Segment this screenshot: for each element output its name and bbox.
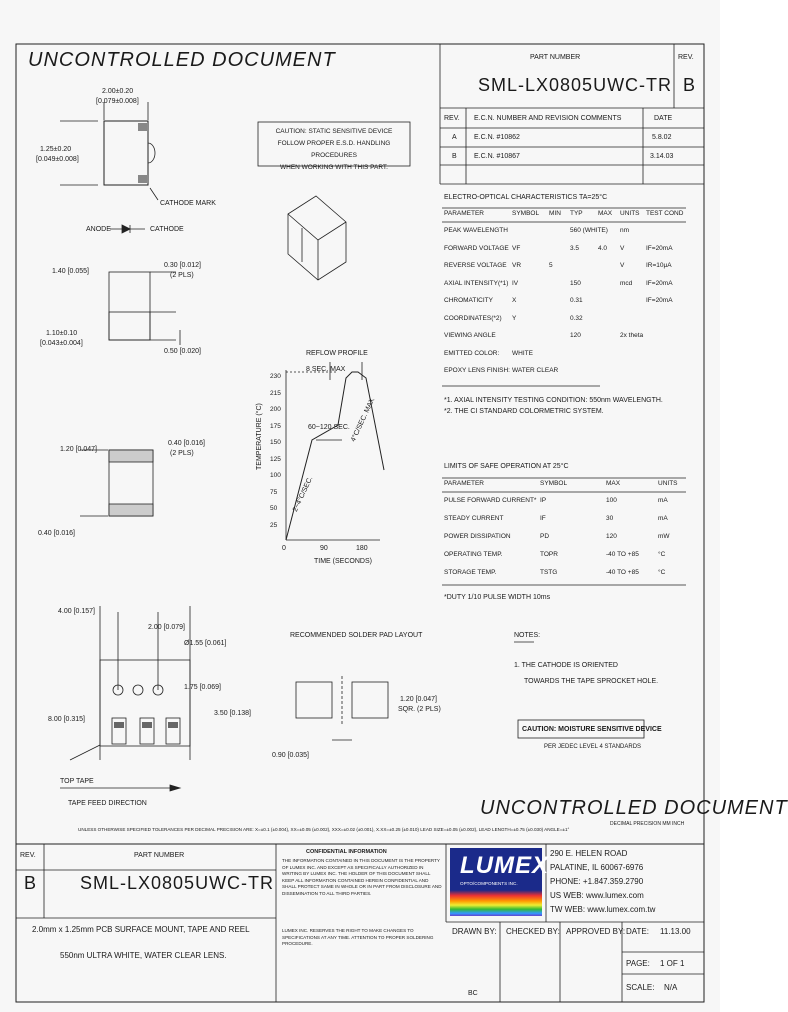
tb-scale-label: SCALE: [626,983,655,992]
limits-cell: OPERATING TEMP. [444,551,503,558]
eo-cell: 120 [570,332,581,339]
tb-scale: N/A [664,983,678,992]
eo-cell: WATER CLEAR [512,367,559,374]
eo-cell: IF=20mA [646,279,673,287]
limits-header: MAX [606,480,621,487]
tb-us-web: US WEB: www.lumex.com [550,891,644,900]
tb-rev-label: REV. [20,852,36,859]
reflow-ytick: 50 [270,505,278,512]
eo-cell: 0.31 [570,297,583,304]
reflow-ytick: 230 [270,373,281,380]
eo-cell: 560 (WHITE) [570,227,608,234]
part-number: SML-LX0805UWC-TR [478,75,673,95]
dim-0-40b: 0.40 [0.016] [38,530,75,537]
limits-cell: PULSE FORWARD CURRENT* [444,497,537,504]
tb-checked-by-label: CHECKED BY: [506,927,560,936]
eo-cell: AXIAL INTENSITY(*1) [444,279,509,287]
tb-drawn-by-label: DRAWN BY: [452,927,497,936]
limits-cell: mW [658,533,670,540]
eo-cell: EMITTED COLOR: [444,349,500,357]
eo-cell: VR [512,262,522,269]
tb-approved-by-label: APPROVED BY: [566,927,626,936]
rev-row-b-ecn: E.C.N. #10867 [474,153,520,160]
eo-cell: VF [512,244,521,252]
tb-date-label: DATE: [626,927,649,936]
reflow-ytick: 215 [270,389,281,397]
limits-header: SYMBOL [540,480,568,487]
reflow-xtick-0: 0 [282,545,286,552]
reflow-ann-ramp: 2~4°C/SEC. [292,475,315,513]
lumex-logo [450,848,549,916]
rev-row-a-rev: A [452,134,457,141]
reflow-ytick: 75 [270,488,278,496]
dim-width: 1.25±0.20 [40,146,72,153]
tb-date: 11.13.00 [660,927,691,936]
eo-note2: *2. THE CI STANDARD COLORMETRIC SYSTEM. [444,408,604,415]
eo-cell: WHITE [512,349,533,357]
eo-cell: CHROMATICITY [444,297,493,304]
rev-label: REV. [678,54,694,61]
dim-1-40: 1.40 [0.055] [52,268,89,275]
pad-d120: 1.20 [0.047] [400,696,437,703]
pad-d120b: SQR. (2 PLS) [398,706,441,713]
eo-header: TYP [570,210,583,217]
eo-cell: Y [512,314,517,322]
watermark-bottom: UNCONTROLLED DOCUMENT [480,797,788,819]
eo-cell: V [620,244,625,252]
limits-cell: IP [540,497,547,504]
dim-0-50: 0.50 [0.020] [164,348,201,355]
dim-1-10: 1.10±0.10 [46,330,78,337]
eo-header: PARAMETER [444,210,484,217]
eo-cell: V [620,262,625,269]
dim-0-40a-pls: (2 PLS) [170,450,194,457]
rev-col-rev: REV. [444,115,460,122]
caution-static: CAUTION: STATIC SENSITIVE DEVICE FOLLOW PROPER E.S.D. HANDLING PROCEDURES WHEN WORKING WITH THIS PART. [275,128,393,171]
limits-cell: -40 TO +85 [606,551,639,558]
eo-cell: nm [620,227,630,234]
eo-header: TEST COND [646,210,684,217]
tape-d400: 4.00 [0.157] [58,608,95,615]
reflow-ytick: 125 [270,455,281,463]
tb-desc2: 550nm ULTRA WHITE, WATER CLEAR LENS. [60,951,227,960]
limits-title: LIMITS OF SAFE OPERATION AT 25°C [444,463,569,470]
eo-cell: FORWARD VOLTAGE [444,244,509,252]
eo-cell: IV [512,279,519,287]
eo-cell: 4.0 [598,244,608,252]
anode-label: ANODE [86,226,111,233]
tb-drawn-by: BC [468,990,478,997]
reflow-ytick: 200 [270,406,281,413]
eo-cell: 3.5 [570,244,580,252]
eo-header: MIN [549,210,561,217]
lumex-logo-tagline: OPTO/COMPONENTS INC. [460,881,518,886]
tolerance-line: UNLESS OTHERWISE SPECIFIED TOLERANCES PER DECIMAL PRECISION ARE: X=±0.1 (±0.004), XX=±0.05 (±0.002), XXX=±0.02 (±0.001), X.XX=±0.25 (±0.010) LEAD SIZE=±0.05 (±0.002), LEAD LENGTH=±0.75 (±0.030) ANGLE=±1° [78,827,570,832]
tb-design-note: LUMEX INC. RESERVES THE RIGHT TO MAKE CHANGES TO SPECIFICATIONS AT ANY TIME. ATTENTION TO PROPER SOLDERING PROCEDURE. [282,928,434,946]
tape-feed: TAPE FEED DIRECTION [68,800,147,807]
dim-length: 2.00±0.20 [102,88,134,95]
tape-top-tape: TOP TAPE [60,778,94,785]
limits-cell: PD [540,533,550,540]
pad-title: RECOMMENDED SOLDER PAD LAYOUT [290,632,423,639]
notes-title: NOTES: [514,632,541,639]
tb-phone: PHONE: +1.847.359.2790 [550,877,644,886]
eo-title: ELECTRO-OPTICAL CHARACTERISTICS TA=25°C [444,194,608,201]
limits-cell: POWER DISSIPATION [444,533,511,540]
reflow-ytick: 150 [270,439,281,446]
limits-header: PARAMETER [444,480,484,487]
limits-cell: STORAGE TEMP. [444,569,497,576]
eo-cell: VIEWING ANGLE [444,332,496,339]
limits-cell: mA [658,515,668,522]
limits-cell: TOPR [540,551,558,558]
tb-address2: PALATINE, IL 60067-6976 [550,863,644,872]
dim-length-in: [0.079±0.008] [96,98,139,105]
reflow-ytick: 100 [270,472,281,479]
tb-confidential-title: CONFIDENTIAL INFORMATION [306,849,387,855]
rev-row-a-date: 5.8.02 [652,134,672,141]
tape-d350: 3.50 [0.138] [214,710,251,717]
reflow-ylabel: TEMPERATURE (°C) [256,403,263,470]
eo-cell: IF=20mA [646,244,673,252]
eo-cell: PEAK WAVELENGTH [444,227,508,234]
reflow-xtick-180: 180 [356,545,368,552]
cathode-label: CATHODE [150,226,184,233]
tape-d200: 2.00 [0.079] [148,624,185,631]
reflow-ytick: 25 [270,521,278,529]
tb-confidential-body: THE INFORMATION CONTAINED IN THIS DOCUMENT IS THE PROPERTY OF LUMEX INC. AND EXCEPT AS SPECIFICALLY AUTHORIZED IN WRITING BY LUMEX INC. THE HOLDER OF THIS DOCUMENT SHALL KEEP ALL INFORMATION CONTAINED HEREIN CONFIDENTIAL AND SHALL PROTECT SAME IN WHOLE OR IN PART FROM DISCLOSURE AND DISSEMINATION TO ALL THIRD PARTIES. [282,858,442,896]
reflow-xtick-90: 90 [320,545,328,552]
eo-header: SYMBOL [512,210,540,217]
dim-width-in: [0.049±0.008] [36,156,79,163]
limits-cell: 120 [606,533,617,540]
dim-1-20: 1.20 [0.047] [60,446,97,453]
limits-cell: 100 [606,497,617,504]
dim-0-30-pls: (2 PLS) [170,272,194,279]
eo-cell: REVERSE VOLTAGE [444,262,507,269]
reflow-ann-max: 8 SEC. MAX [306,366,346,373]
eo-cell: IR=10μA [646,262,672,269]
rev-value: B [683,75,697,95]
eo-cell: IF=20mA [646,297,673,304]
tb-rev: B [24,873,38,893]
limits-header: UNITS [658,480,678,487]
limits-cell: °C [658,551,666,558]
tb-part-label: PART NUMBER [134,852,185,859]
note-1: 1. THE CATHODE IS ORIENTED [514,662,618,669]
eo-note1: *1. AXIAL INTENSITY TESTING CONDITION: 550nm WAVELENGTH. [444,397,663,404]
tape-d155: Ø1.55 [0.061] [184,640,227,647]
reflow-ytick: 175 [270,422,281,430]
eo-cell: X [512,297,517,304]
watermark-top: UNCONTROLLED DOCUMENT [28,49,336,71]
limits-cell: -40 TO +85 [606,569,639,576]
dim-0-30: 0.30 [0.012] [164,262,201,269]
part-number-label: PART NUMBER [530,54,581,61]
eo-cell: 2x theta [620,332,644,339]
rev-row-b-date: 3.14.03 [650,153,674,160]
note-1b: TOWARDS THE TAPE SPROCKET HOLE. [524,678,659,685]
eo-cell: COORDINATES(*2) [444,314,502,322]
limits-note: *DUTY 1/10 PULSE WIDTH 10ms [444,594,551,601]
tb-page-label: PAGE: [626,959,650,968]
dim-1-10-in: [0.043±0.004] [40,340,83,347]
limits-cell: TSTG [540,569,558,576]
dim-0-40a: 0.40 [0.016] [168,440,205,447]
caution-moisture-sub: PER JEDEC LEVEL 4 STANDARDS [544,744,642,750]
eo-cell: mcd [620,279,633,287]
lumex-logo-text: LUMEX [460,852,549,879]
limits-cell: IF [540,515,546,522]
tb-page: 1 OF 1 [660,959,685,968]
reflow-ann-soak: 60~120 SEC. [308,424,350,431]
limits-cell: 30 [606,515,614,522]
reflow-xlabel: TIME (SECONDS) [314,558,372,565]
limits-cell: STEADY CURRENT [444,515,504,522]
limits-cell: °C [658,569,666,576]
eo-cell: 150 [570,279,581,287]
eo-header: MAX [598,210,613,217]
tb-tw-web: TW WEB: www.lumex.com.tw [550,905,656,914]
rev-col-date: DATE [654,115,673,122]
caution-moisture-title: CAUTION: MOISTURE SENSITIVE DEVICE [522,726,662,733]
reflow-ann-cool: 4°C/SEC. MAX [350,397,377,443]
rev-row-b-rev: B [452,153,457,160]
rev-col-desc: E.C.N. NUMBER AND REVISION COMMENTS [474,115,622,122]
tape-d800: 8.00 [0.315] [48,716,85,723]
tb-desc1: 2.0mm x 1.25mm PCB SURFACE MOUNT, TAPE AND REEL [32,925,250,934]
eo-header: UNITS [620,210,640,217]
limits-cell: mA [658,497,668,504]
eo-cell: EPOXY LENS FINISH: [444,367,510,374]
tape-d175: 1.75 [0.069] [184,684,221,691]
reflow-title: REFLOW PROFILE [306,350,368,357]
cathode-mark-label: CATHODE MARK [160,200,216,207]
pad-d090: 0.90 [0.035] [272,752,309,759]
eo-cell: 0.32 [570,314,583,322]
eo-cell: 5 [549,262,553,269]
tb-part-number: SML-LX0805UWC-TR [80,873,275,893]
rev-row-a-ecn: E.C.N. #10862 [474,134,520,141]
tb-address1: 290 E. HELEN ROAD [550,849,628,858]
tolerance-right: DECIMAL PRECISION MM INCH [610,821,685,827]
